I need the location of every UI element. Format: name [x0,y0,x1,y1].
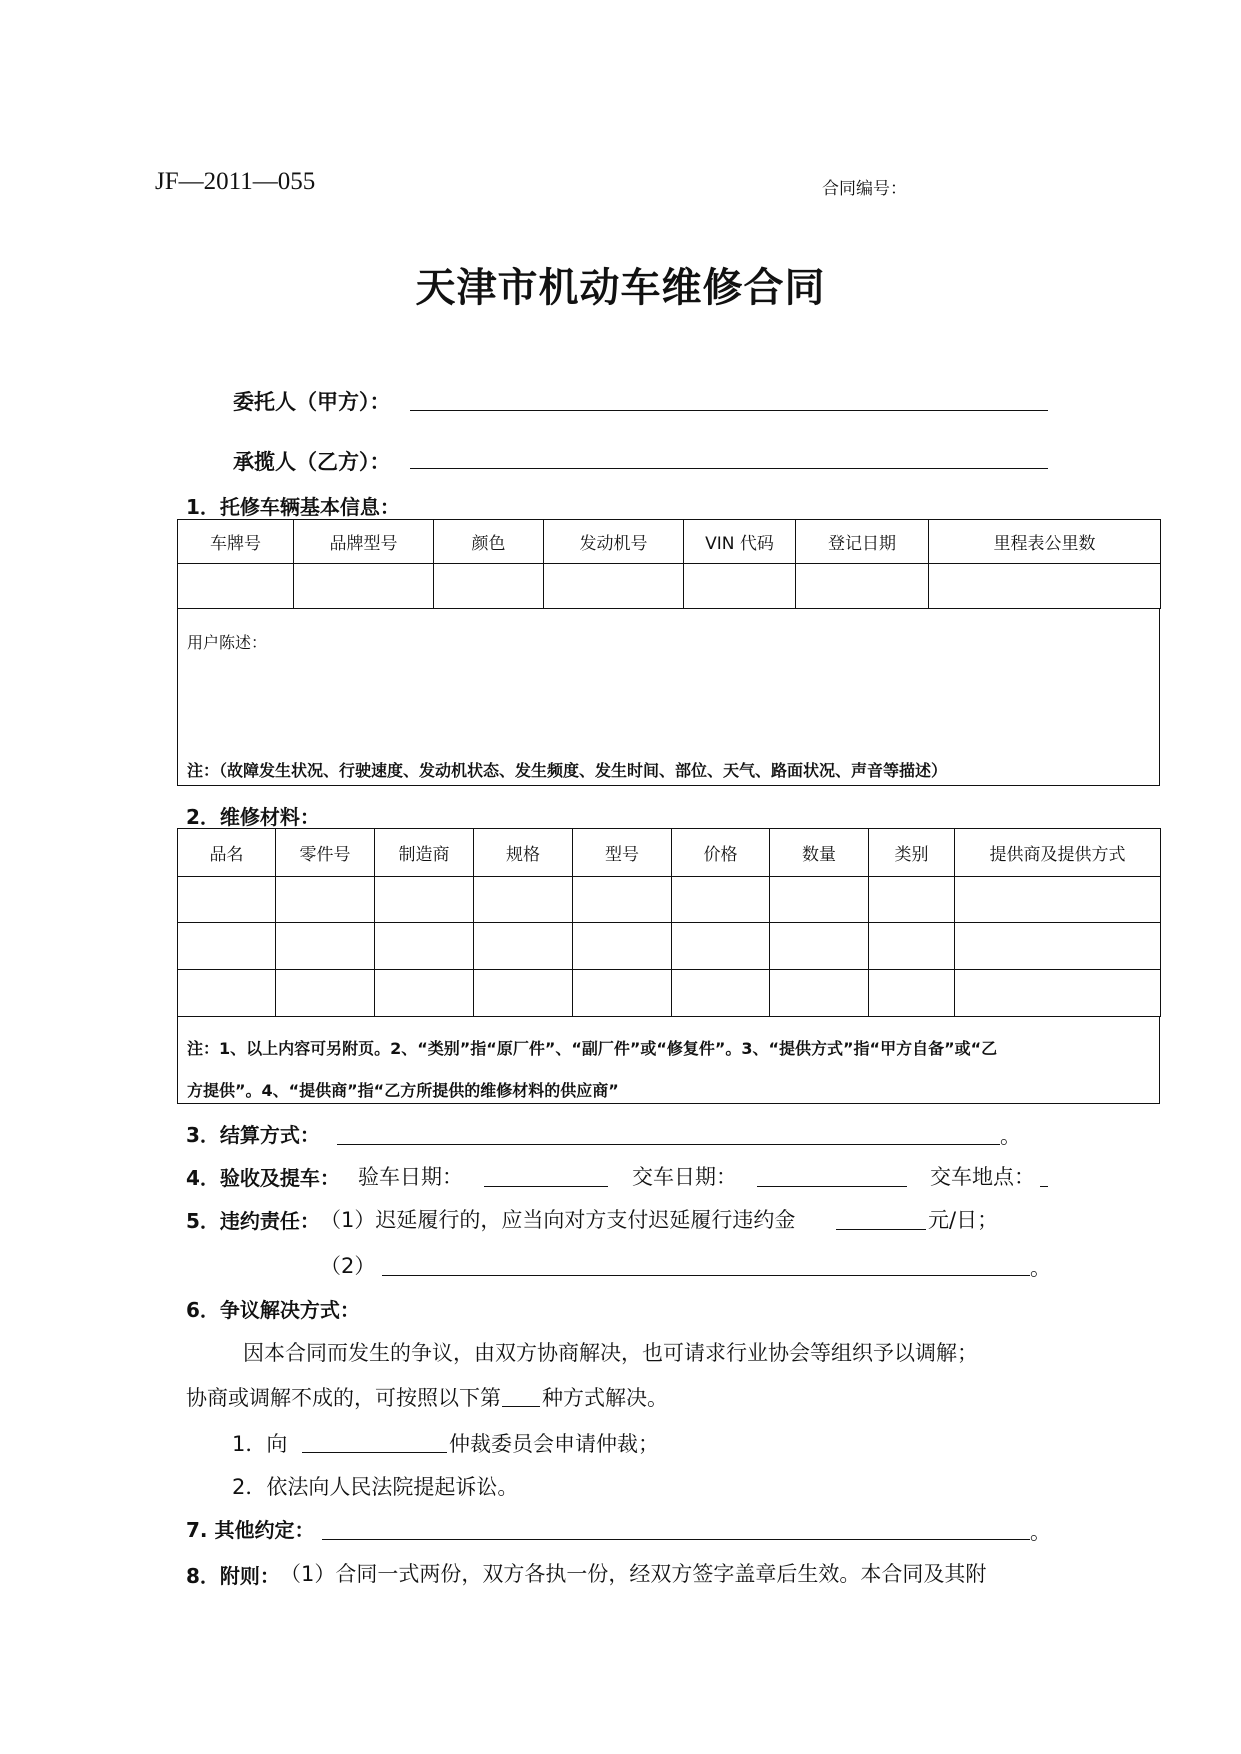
section4-heading: 4．验收及提车： [186,1166,340,1190]
penalty-amount-field[interactable] [836,1229,926,1230]
delivery-place-field[interactable] [1040,1186,1048,1187]
table-cell[interactable] [178,877,276,923]
table-cell[interactable] [474,923,573,970]
col-part-no: 零件号 [276,829,375,877]
cell-reg-date[interactable] [796,564,929,609]
delivery-date-label: 交车日期： [632,1165,737,1189]
table-cell[interactable] [573,877,672,923]
col-model: 型号 [573,829,672,877]
cell-plate[interactable] [178,564,294,609]
table-cell[interactable] [672,923,770,970]
section7-end: 。 [1030,1520,1051,1544]
cell-mileage[interactable] [929,564,1161,609]
table-cell[interactable] [276,923,375,970]
cell-brand-model[interactable] [294,564,434,609]
document-code: JF—2011—055 [155,168,316,195]
section7-heading: 7. 其他约定： [186,1518,315,1542]
inspect-date-label: 验车日期： [358,1165,463,1189]
party-a-label: 委托人（甲方）： [233,390,391,414]
table-cell[interactable] [474,877,573,923]
table-cell[interactable] [770,877,869,923]
table-cell[interactable] [375,877,474,923]
table-cell[interactable] [375,923,474,970]
table-cell[interactable] [869,923,955,970]
table-cell[interactable] [178,923,276,970]
section2-note-line2: 方提供”。4、“提供商”指“乙方所提供的维修材料的供应商” [187,1081,619,1100]
dispute-method-choice-field[interactable] [502,1406,540,1407]
section1-heading: 1．托修车辆基本信息： [186,495,400,519]
section5-heading: 5．违约责任： [186,1209,320,1233]
section2-heading: 2．维修材料： [186,805,320,829]
table-cell[interactable] [573,970,672,1017]
page-title: 天津市机动车维修合同 [415,264,826,311]
party-b-field[interactable] [410,468,1048,469]
arbitration-committee-field[interactable] [302,1452,447,1453]
penalty-item1-suffix: 元/日； [928,1208,999,1232]
col-color: 颜色 [434,520,544,564]
cell-color[interactable] [434,564,544,609]
col-supplier: 提供商及提供方式 [955,829,1161,877]
table-cell[interactable] [955,877,1161,923]
table-cell[interactable] [869,877,955,923]
col-plate: 车牌号 [178,520,294,564]
materials-table [177,828,1161,1017]
section2-note-line1: 注：1、以上内容可另附页。2、“类别”指“原厂件”、“副厂件”或“修复件”。3、“提供方式”指“甲方自备”或“乙 [187,1039,998,1058]
inspect-date-field[interactable] [484,1186,608,1187]
col-reg-date: 登记日期 [796,520,929,564]
table-row [178,877,1161,923]
user-statement-label: 用户陈述： [187,633,268,652]
table-row [178,970,1161,1017]
table-cell[interactable] [573,923,672,970]
delivery-date-field[interactable] [757,1186,907,1187]
dispute-option1-suffix: 仲裁委员会申请仲裁； [449,1432,659,1456]
table-cell[interactable] [869,970,955,1017]
table-cell[interactable] [955,923,1161,970]
cell-vin[interactable] [684,564,796,609]
delivery-place-label: 交车地点： [930,1165,1035,1189]
table-cell[interactable] [375,970,474,1017]
table-cell[interactable] [672,877,770,923]
penalty-item2-end: 。 [1030,1256,1051,1280]
table-cell[interactable] [178,970,276,1017]
section6-heading: 6．争议解决方式： [186,1298,360,1322]
vehicle-info-table [177,519,1161,609]
section3-end: 。 [1000,1124,1021,1148]
cell-engine-no[interactable] [544,564,684,609]
party-a-field[interactable] [410,410,1048,411]
penalty-item2-field[interactable] [382,1275,1030,1276]
col-category: 类别 [869,829,955,877]
dispute-para-line2-prefix: 协商或调解不成的，可按照以下第 [186,1386,501,1410]
table-cell[interactable] [770,923,869,970]
col-vin: VIN 代码 [684,520,796,564]
col-engine-no: 发动机号 [544,520,684,564]
section1-note: 注：（故障发生状况、行驶速度、发动机状态、发生频度、发生时间、部位、天气、路面状况、声音等描述） [187,761,948,780]
section3-heading: 3．结算方式： [186,1123,320,1147]
col-spec: 规格 [474,829,573,877]
dispute-option2: 2．依法向人民法院提起诉讼。 [232,1475,519,1499]
table-cell[interactable] [276,877,375,923]
col-brand-model: 品牌型号 [294,520,434,564]
col-quantity: 数量 [770,829,869,877]
col-price: 价格 [672,829,770,877]
table-cell[interactable] [955,970,1161,1017]
penalty-item1-prefix: （1）迟延履行的，应当向对方支付迟延履行违约金 [320,1208,796,1232]
dispute-para-line2-suffix: 种方式解决。 [542,1386,668,1410]
section8-heading: 8．附则： [186,1564,280,1588]
col-mileage: 里程表公里数 [929,520,1161,564]
table-cell[interactable] [474,970,573,1017]
col-manufacturer: 制造商 [375,829,474,877]
contract-number-label: 合同编号： [822,179,907,199]
settlement-method-field[interactable] [337,1144,1000,1145]
section8-text: （1）合同一式两份，双方各执一份，经双方签字盖章后生效。本合同及其附 [280,1562,987,1586]
penalty-item2-prefix: （2） [320,1254,376,1278]
table-cell[interactable] [672,970,770,1017]
table-cell[interactable] [276,970,375,1017]
col-name: 品名 [178,829,276,877]
table-row [178,923,1161,970]
table-cell[interactable] [770,970,869,1017]
other-agreements-field[interactable] [322,1539,1030,1540]
dispute-option1-prefix: 1．向 [232,1432,288,1456]
party-b-label: 承揽人（乙方）： [233,450,391,474]
dispute-para-line1: 因本合同而发生的争议，由双方协商解决，也可请求行业协会等组织予以调解； [243,1341,978,1365]
